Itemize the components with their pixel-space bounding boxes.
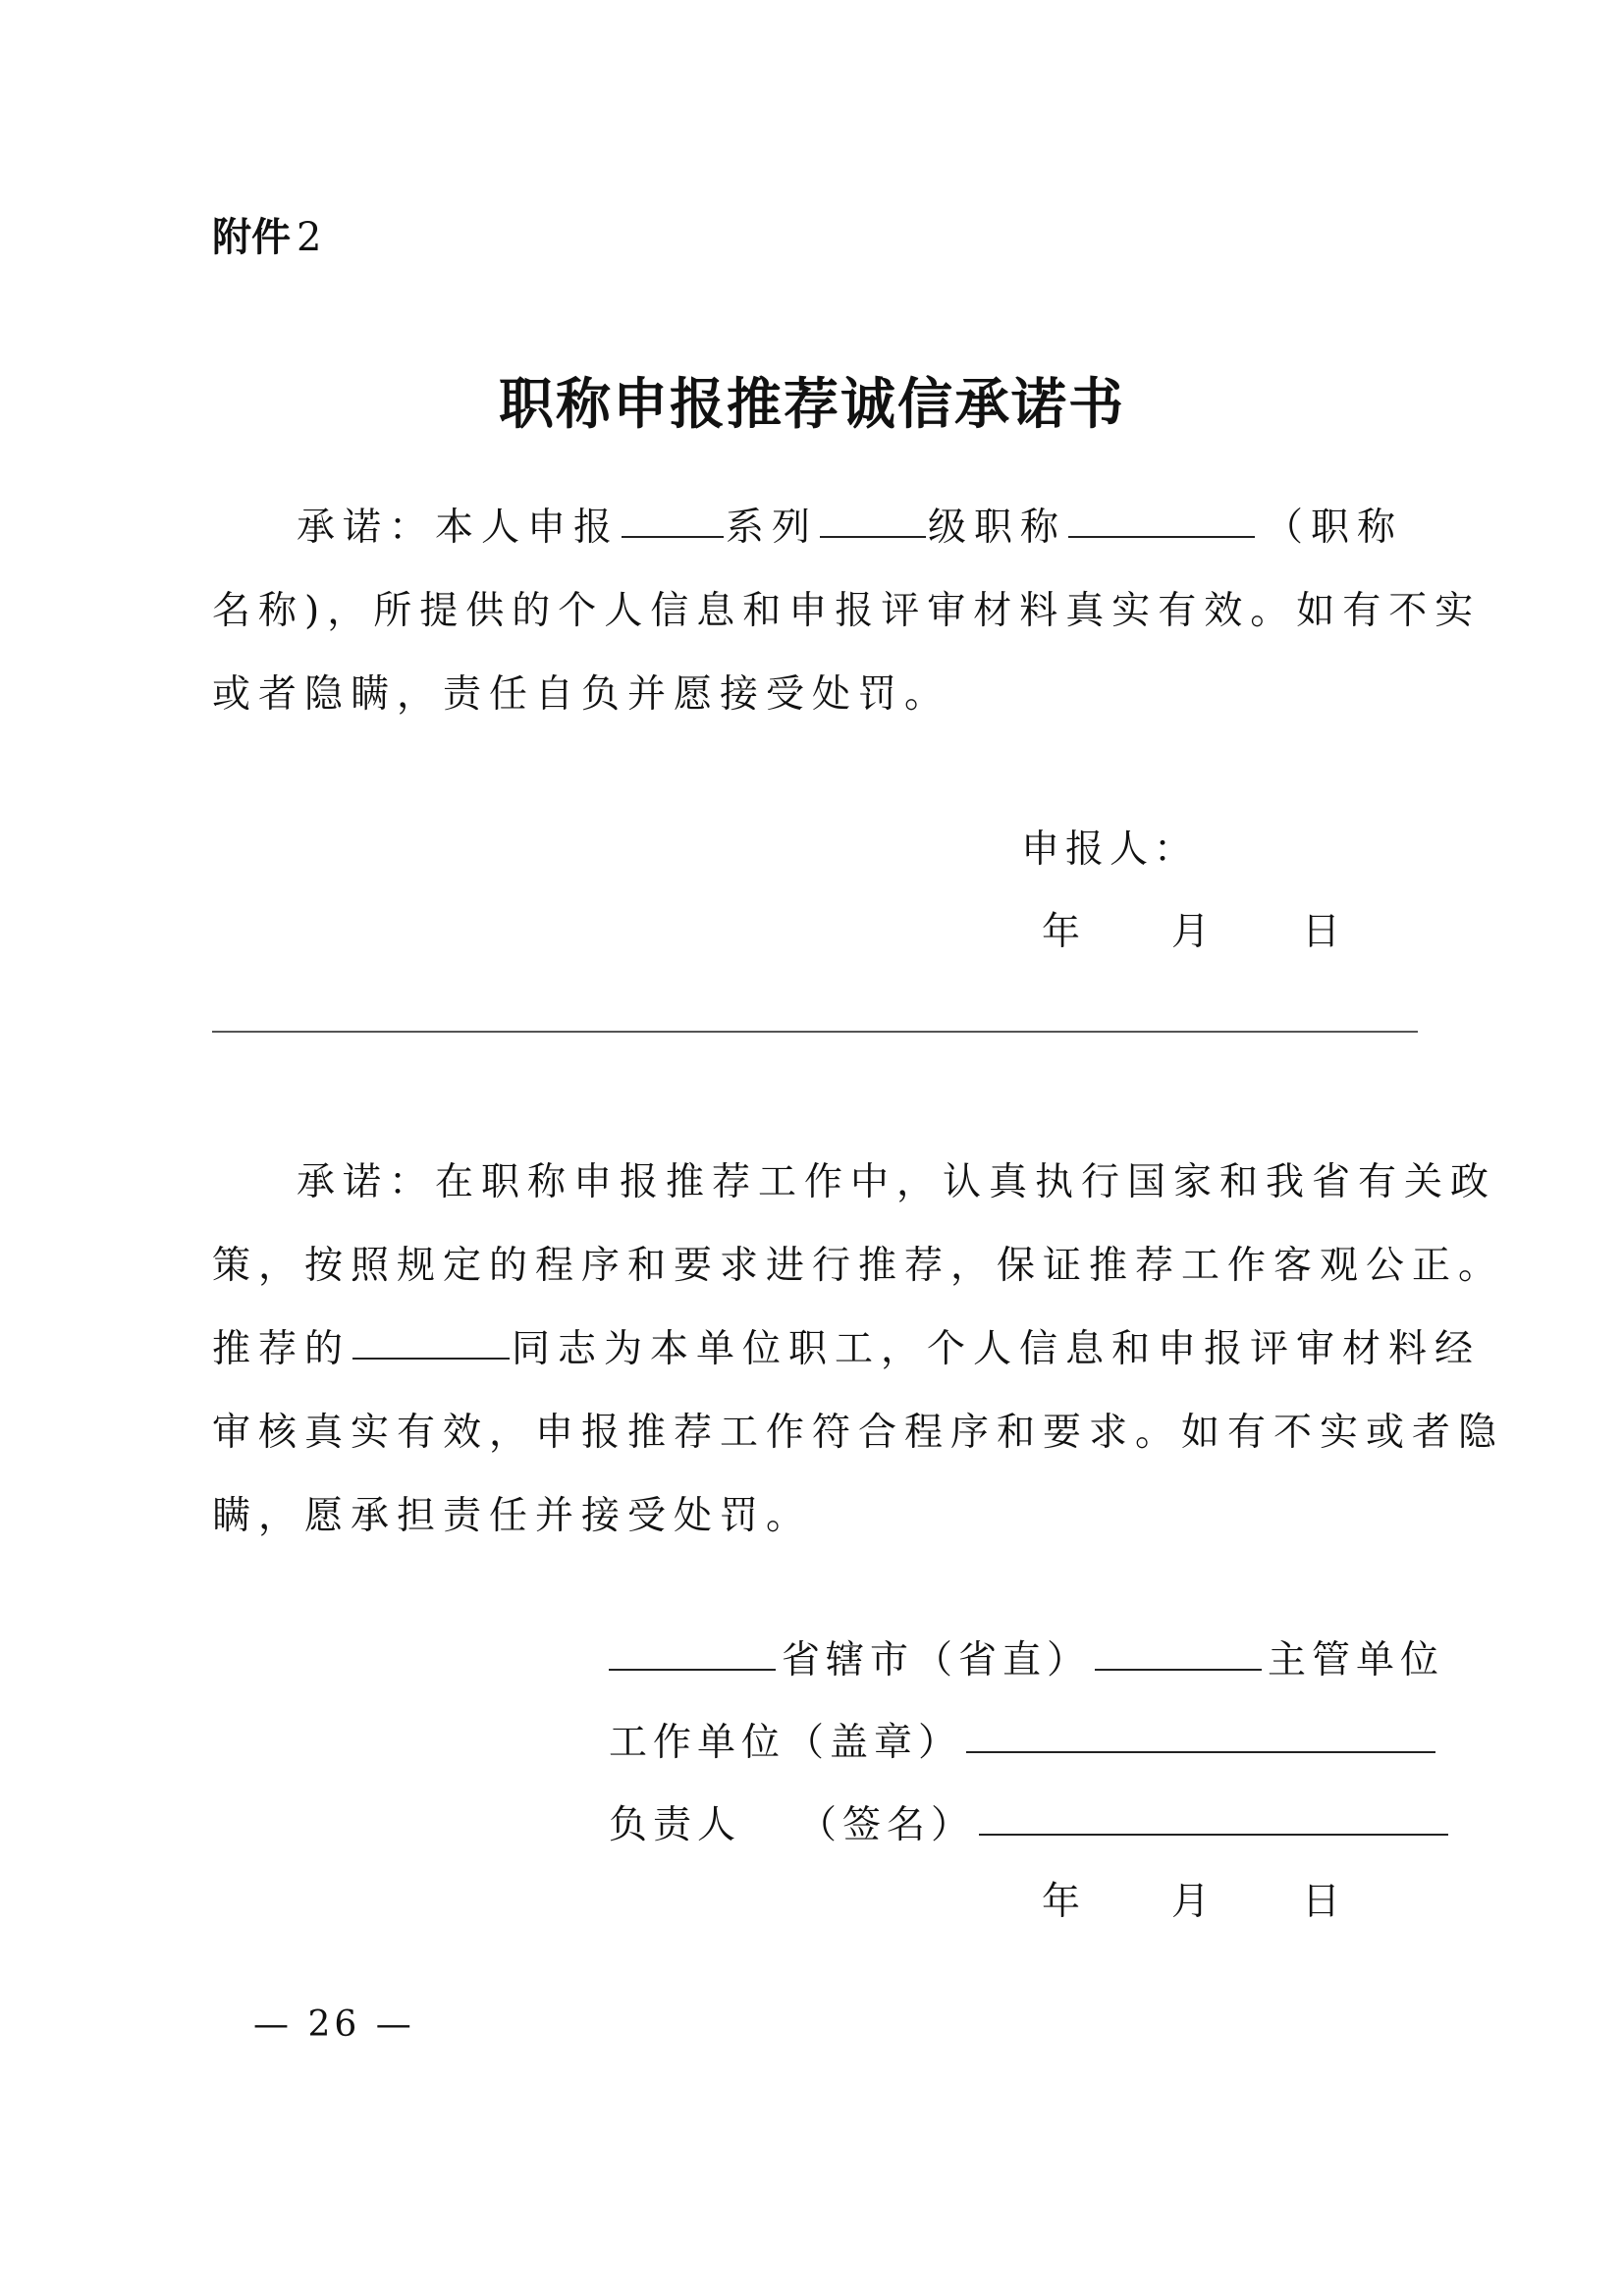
unit-date-year: 年 (1042, 1880, 1087, 1924)
unit-date-day: 日 (1302, 1880, 1347, 1924)
signature-blank[interactable] (979, 1834, 1448, 1836)
series-blank[interactable] (622, 535, 724, 538)
sign-row-city: 省辖市（省直） 主管单位 (609, 1633, 1444, 1688)
level-blank[interactable] (820, 535, 926, 538)
date-day: 日 (1302, 910, 1347, 954)
sign-row-work-unit: 工作单位（盖章） (609, 1716, 1435, 1771)
document-title: 职称申报推荐诚信承诺书 (499, 372, 1125, 437)
title-name-blank[interactable] (1068, 535, 1255, 538)
unit-line-5: 瞒，愿承担责任并接受处罚。 (212, 1494, 813, 1538)
unit-line-4: 审核真实有效，申报推荐工作符合程序和要求。如有不实或者隐 (212, 1411, 1505, 1455)
unit-line-3: 推荐的 同志为本单位职工，个人信息和申报评审材料经 (212, 1327, 1482, 1371)
page-number: — 26 — (253, 2004, 415, 2045)
sign-row-responsible: 负责人 （签名） (609, 1798, 1448, 1853)
unit-line-1: 承诺：在职称申报推荐工作中，认真执行国家和我省有关政 (297, 1160, 1497, 1204)
recommended-person-blank[interactable] (352, 1357, 510, 1360)
applicant-line-1: 承诺：本人申报 系列 级职称 （职称 (297, 506, 1404, 550)
dept-blank[interactable] (1095, 1669, 1262, 1671)
attachment-label (212, 210, 321, 265)
attachment-label-text: 附件 (212, 214, 291, 260)
city-blank[interactable] (609, 1669, 776, 1671)
date-year: 年 (1042, 910, 1087, 954)
work-unit-seal-blank[interactable] (966, 1751, 1435, 1753)
applicant-line-3: 或者隐瞒，责任自负并愿接受处罚。 (212, 672, 951, 717)
unit-date-month: 月 (1171, 1880, 1217, 1924)
applicant-line-2: 名称)，所提供的个人信息和申报评审材料真实有效。如有不实 (212, 589, 1482, 633)
attachment-number: 2 (297, 215, 322, 260)
date-month: 月 (1171, 910, 1217, 954)
section-divider (212, 1031, 1418, 1033)
applicant-signer-label: 申报人： (1021, 828, 1199, 872)
unit-line-2: 策，按照规定的程序和要求进行推荐，保证推荐工作客观公正。 (212, 1244, 1505, 1288)
